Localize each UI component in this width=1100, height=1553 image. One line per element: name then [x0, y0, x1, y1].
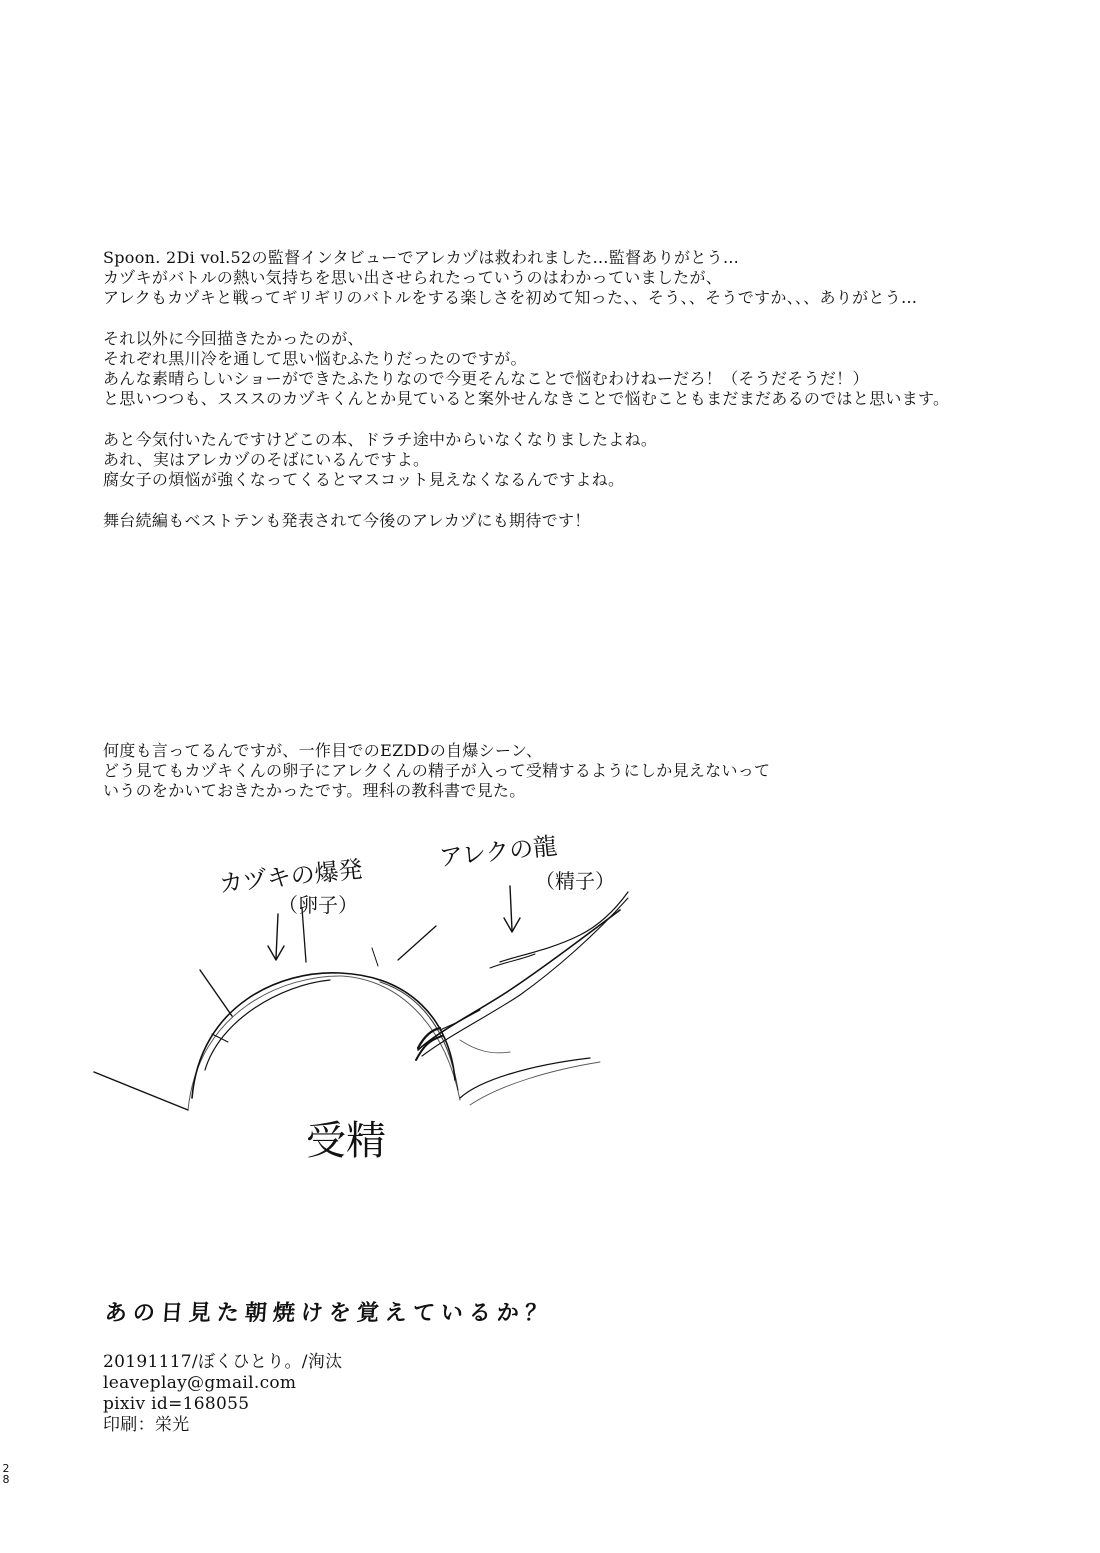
page-digit: 8 [2, 1473, 10, 1486]
book-title: あの日見た朝焼けを覚えているか？ [103, 1301, 554, 1326]
label-alec: アレクの龍 [437, 831, 559, 872]
text-line: あれ、実はアレカヅのそばにいるんですよ。 [103, 450, 430, 469]
afterword-text [103, 248, 1083, 531]
text-line: あんな素晴らしいショーができたふたりなので今更そんなことで悩むわけねーだろ！（そうだそうだ！） [103, 369, 869, 388]
paragraph [103, 329, 1083, 409]
paragraph [103, 511, 1083, 531]
printer: 印刷：栄光 [103, 1415, 190, 1435]
paragraph [103, 248, 1083, 308]
text-line: あと今気付いたんですけどこの本、ドラチ途中からいなくなりましたよね。 [103, 430, 658, 449]
arrow-right [510, 886, 512, 930]
page-digit: 2 [2, 1462, 10, 1475]
label-kazuki: カヅキの爆発 [217, 855, 364, 898]
email: leaveplay@gmail.com [103, 1373, 297, 1393]
sketch-note [103, 741, 1083, 801]
paragraph [103, 430, 1083, 490]
text-line: 舞台続編もベストテンも発表されて今後のアレカヅにも期待です！ [103, 511, 591, 530]
arrow-left [276, 914, 278, 958]
pixiv-id: pixiv id=168055 [103, 1394, 250, 1414]
text-line: アレクもカヅキと戦ってギリギリのバトルをする楽しさを初めて知った、、そう、、そうですか、、、ありがとう… [103, 288, 918, 307]
text-line: 腐女子の煩悩が強くなってくるとマスコット見えなくなるんですよね。 [103, 470, 625, 489]
text-line: カヅキがバトルの熱い気持ちを思い出させられたっていうのはわかっていましたが、 [103, 268, 723, 287]
sketch-caption: 受精 [306, 1118, 386, 1164]
date-author: 20191117/ぼくひとり。/洵汰 [103, 1352, 343, 1372]
fertilization-sketch [80, 830, 680, 1190]
text-line: Spoon. 2Di vol.52の監督インタビューでアレカヅは救われました…監督ありがとう… [103, 248, 740, 267]
page-number [1, 1463, 11, 1485]
dragon-stroke [418, 910, 620, 1050]
egg-outline [192, 973, 455, 1098]
burst-stroke [200, 970, 232, 1016]
text-line: 何度も言ってるんですが、一作目でのEZDDの自爆シーン、 [103, 741, 543, 760]
text-line: それぞれ黒川冷を通して思い悩むふたりだったのですが。 [103, 349, 527, 368]
text-line: と思いつつも、スススのカヅキくんとか見ていると案外せんなきことで悩むこともまだまだあるのではと思います。 [103, 389, 950, 408]
text-line: どう見てもカヅキくんの卵子にアレクくんの精子が入って受精するようにしか見えないって [103, 761, 771, 780]
label-egg: （卵子） [278, 893, 358, 917]
text-line: いうのをかいておきたかったです。理科の教科書で見た。 [103, 781, 526, 800]
colophon [103, 1352, 342, 1436]
label-sperm: （精子） [535, 869, 615, 893]
text-line: それ以外に今回描きたかったのが、 [103, 329, 364, 348]
ground-line [94, 1072, 188, 1110]
